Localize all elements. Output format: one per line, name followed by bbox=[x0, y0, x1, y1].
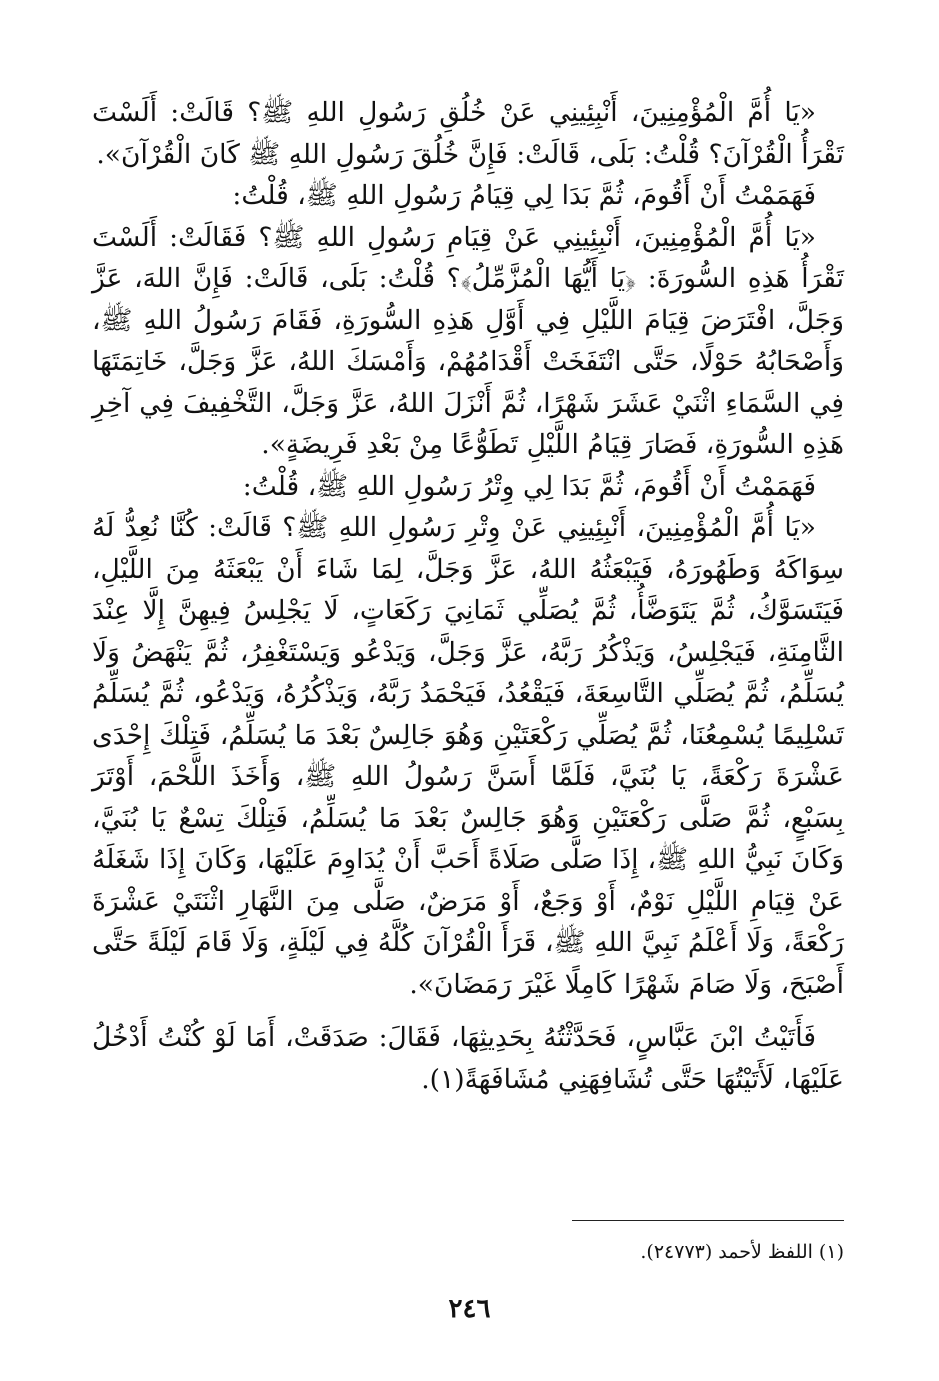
paragraph-1: «يَا أُمَّ الْمُؤْمِنِينَ، أَنْبِئِينِي عَنْ خُلُقِ رَسُولِ اللهِ ﷺ؟ قَالَتْ: أَلَسْتَ تَقْرَأُ الْقُرْآنَ؟ قُلْتُ: بَلَى، قَالَتْ: فَإِنَّ خُلُقَ رَسُولِ اللهِ ﷺ كَانَ الْقُرْآنَ». bbox=[92, 97, 844, 170]
page-number: ٢٤٦ bbox=[448, 1294, 491, 1324]
footnote: (١) اللفظ لأحمد (٢٤٧٧٣). bbox=[640, 1241, 844, 1263]
paragraph-6: فَأَتَيْتُ ابْنَ عَبَّاسٍ، فَحَدَّثْتُهُ بِحَدِيثِهَا، فَقَالَ: صَدَقَتْ، أَمَا لَوْ كُنْتُ أَدْخُلُ عَلَيْهَا، لَأَتَيْتُهَا حَتَّى تُشَافِهَنِي مُشَافَهَةً(١). bbox=[92, 1022, 844, 1095]
paragraph-2: فَهَمَمْتُ أَنْ أَقُومَ، ثُمَّ بَدَا لِي قِيَامُ رَسُولِ اللهِ ﷺ، قُلْتُ: bbox=[232, 180, 816, 211]
paragraph-4: فَهَمَمْتُ أَنْ أَقُومَ، ثُمَّ بَدَا لِي وِتْرُ رَسُولِ اللهِ ﷺ، قُلْتُ: bbox=[242, 470, 816, 502]
page-body bbox=[92, 92, 844, 1100]
paragraph-5: «يَا أُمَّ الْمُؤْمِنِينَ، أَنْبِئِينِي عَنْ وِتْرِ رَسُولِ اللهِ ﷺ؟ قَالَتْ: كُنَّا نُعِدُّ لَهُ سِوَاكَهُ وَطَهُورَهُ، فَيَبْعَثُهُ اللهُ، عَزَّ وَجَلَّ، لِمَا شَاءَ أَنْ يَبْعَثَهُ مِنَ اللَّيْلِ، فَيَتَسَوَّكُ، ثُمَّ يَتَوَضَّأُ، ثُمَّ يُصَلِّي ثَمَانِيَ رَكَعَاتٍ، لَا يَجْلِسُ فِيهِنَّ إِلَّا عِنْدَ الثَّامِنَةِ، فَيَجْلِسُ، وَيَذْكُرُ رَبَّهُ، عَزَّ وَجَلَّ، وَيَدْعُو وَيَسْتَغْفِرُ، ثُمَّ يَنْهَضُ وَلَا يُسَلِّمُ، ثُمَّ يُصَلِّي التَّاسِعَةَ، فَيَقْعُدُ، فَيَحْمَدُ رَبَّهُ، وَيَذْكُرُهُ، وَيَدْعُو، ثُمَّ يُسَلِّمُ تَسْلِيمًا يُسْمِعُنَا، ثُمَّ يُصَلِّي رَكْعَتَيْنِ وَهُوَ جَالِسٌ بَعْدَ مَا يُسَلِّمُ، فَتِلْكَ إِحْدَى عَشْرَةَ رَكْعَةً، يَا بُنَيَّ، فَلَمَّا أَسَنَّ رَسُولُ اللهِ ﷺ، وَأَخَذَ اللَّحْمَ، أَوْتَرَ بِسَبْعٍ، ثُمَّ صَلَّى رَكْعَتَيْنِ وَهُوَ جَالِسٌ بَعْدَ مَا يُسَلِّمُ، فَتِلْكَ تِسْعٌ يَا بُنَيَّ، وَكَانَ نَبِيُّ اللهِ ﷺ، إِذَا صَلَّى صَلَاةً أَحَبَّ أَنْ يُدَاوِمَ عَلَيْهَا، وَكَانَ إِذَا شَغَلَهُ عَنْ قِيَامِ اللَّيْلِ نَوْمٌ، أَوْ وَجَعٌ، أَوْ مَرَضٌ، صَلَّى مِنَ النَّهَارِ اثْنَتَيْ عَشْرَةَ رَكْعَةً، وَلَا أَعْلَمُ نَبِيَّ اللهِ ﷺ، قَرَأَ الْقُرْآنَ كُلَّهُ فِي لَيْلَةٍ، وَلَا قَامَ لَيْلَةً حَتَّى أَصْبَحَ، وَلَا صَامَ شَهْرًا كَامِلًا غَيْرَ رَمَضَانَ». bbox=[92, 512, 844, 1000]
footnote-divider bbox=[572, 1220, 844, 1221]
paragraph-3: «يَا أُمَّ الْمُؤْمِنِينَ، أَنْبِئِينِي عَنْ قِيَامِ رَسُولِ اللهِ ﷺ؟ فَقَالَتْ: أَلَسْتَ تَقْرَأُ هَذِهِ السُّورَةَ: ﴿يَا أَيُّهَا الْمُزَّمِّلُ﴾؟ قُلْتُ: بَلَى، قَالَتْ: فَإِنَّ اللهَ، عَزَّ وَجَلَّ، افْتَرَضَ قِيَامَ اللَّيْلِ فِي أَوَّلِ هَذِهِ السُّورَةِ، فَقَامَ رَسُولُ اللهِ ﷺ، وَأَصْحَابُهُ حَوْلًا، حَتَّى انْتَفَخَتْ أَقْدَامُهُمْ، وَأَمْسَكَ اللهُ، عَزَّ وَجَلَّ، خَاتِمَتَهَا فِي السَّمَاءِ اثْنَيْ عَشَرَ شَهْرًا، ثُمَّ أَنْزَلَ اللهُ، عَزَّ وَجَلَّ، التَّخْفِيفَ فِي آخِرِ هَذِهِ السُّورَةِ، فَصَارَ قِيَامُ اللَّيْلِ تَطَوُّعًا مِنْ بَعْدِ فَرِيضَةٍ». bbox=[92, 221, 845, 460]
